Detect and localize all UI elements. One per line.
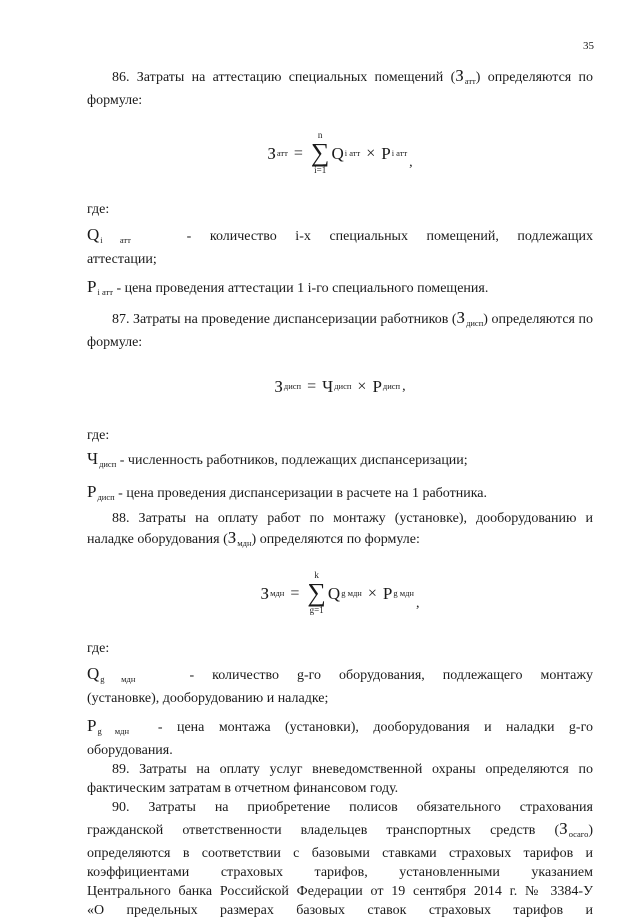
paragraph-88: 88. Затраты на оплату работ по монтажу (установке), дооборудованию и наладке оборудования $(З_{мдн})$ определяются по формуле:	[87, 511, 593, 548]
definition-ch-disp: $Ч_{дисп}$ - численность работников, подлежащих диспансеризации;	[87, 449, 468, 469]
sum-symbol: k ∑ g=1	[307, 570, 326, 615]
formula-87: З дисп = Ч дисп × P дисп ,	[274, 376, 406, 396]
paragraph-86: 86. Затраты на аттестацию специальных помещений $(З_{атт})$ определяются по формуле:	[87, 66, 594, 108]
definition-q-att: $Q_{i атт}$ - количество i-х специальных помещений, подлежащих аттестации;	[87, 225, 593, 267]
page-number: 35	[583, 40, 594, 52]
formula-88: З мдн = k ∑ g=1 Q g мдн × P g мдн ,	[260, 570, 420, 615]
where-label-86: где:	[87, 202, 110, 217]
definition-p-att: $P_{i атт}$ - цена проведения аттестации 1 i-го специального помещения.	[87, 277, 489, 297]
document-body	[87, 66, 593, 920]
definition-p-disp: $P_{дисп}$ - цена проведения диспансеризации в расчете на 1 работника.	[87, 482, 488, 502]
paragraph-89: 89. Затраты на оплату услуг вневедомственной охраны определяются по фактическим затратам в отчетном финансовом году.	[87, 762, 593, 796]
where-label-88: где:	[87, 641, 110, 656]
where-label-87: где:	[87, 428, 110, 443]
definition-q-mdn: $Q_{g мдн}$ - количество g-го оборудования, подлежащего монтажу (установке), дооборудованию и наладке;	[87, 664, 593, 706]
sum-symbol: n ∑ i=1	[310, 130, 330, 175]
definition-p-mdn: $P_{g мдн}$ - цена монтажа (установки), дооборудования и наладки g-го оборудования.	[87, 716, 593, 758]
formula-86: З атт = n ∑ i=1 Q i атт × P i атт ,	[267, 130, 413, 175]
paragraph-90: 90. Затраты на приобретение полисов обязательного страхования гражданской ответственности владельцев транспортных средств $(З_{осаго})$ определяются в соответствии с базовыми ставками страховых тарифов и коэффициентами страховых тарифов, установленными указанием Центрального банка Российской Федерации от 19 сентября 2014 г. № 3384-У «О предельных размерах базовых ставок страховых тарифов и	[87, 800, 593, 918]
paragraph-87: 87. Затраты на проведение диспансеризации работников $(З_{дисп})$ определяются по формуле:	[87, 308, 594, 350]
